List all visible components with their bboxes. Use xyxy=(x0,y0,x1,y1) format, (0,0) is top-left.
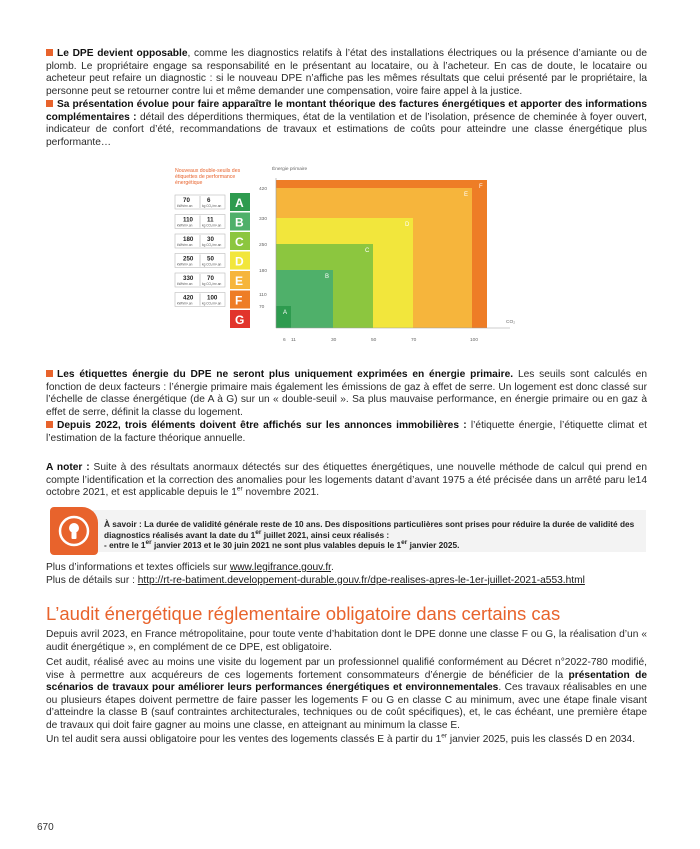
details-link[interactable]: http://rt-re-batiment.developpement-durable.gouv.fr/dpe-realises-apres-le-1er-juillet-2021-a553.html xyxy=(137,574,585,586)
co2-unit: kg CO₂/m².an xyxy=(202,301,222,306)
legend-title-line1: Nouveaux double-seuils des xyxy=(175,168,241,174)
links-paragraph: Plus d’informations et textes officiels sur www.legifrance.gouv.fr. Plus de détails sur : http://rt-re-batiment.developpement-durable.gouv.fr/dpe-realises-apres-le-1er-juillet-2021-a553.html xyxy=(46,562,585,586)
class-letter: A xyxy=(235,196,244,210)
co2-threshold: 50 xyxy=(207,255,214,263)
bullet-icon xyxy=(46,49,53,56)
co2-threshold: 100 xyxy=(207,294,218,302)
co2-threshold: 30 xyxy=(207,236,214,243)
energy-unit: kWh/m².an xyxy=(177,301,193,306)
co2-unit: kg CO₂/m².an xyxy=(202,204,222,208)
x-tick-label: 70 xyxy=(411,338,417,343)
energy-unit: kWh/m².an xyxy=(177,262,193,267)
class-letter: F xyxy=(235,293,243,308)
x-tick-label: 100 xyxy=(470,338,479,343)
section-title: L’audit énergétique réglementaire obligatoire dans certains cas xyxy=(46,603,561,624)
y-tick-label: 250 xyxy=(259,243,268,248)
legifrance-link[interactable]: www.legifrance.gouv.fr xyxy=(229,562,332,573)
paragraph-annonces: Depuis 2022, trois éléments doivent être affichés sur les annonces immobilières : l’étiquette énergie, l’étiquette climat et l’estimation de la facture théorique annuelle. xyxy=(46,420,647,444)
energy-threshold: 330 xyxy=(183,275,194,282)
area-label-c: C xyxy=(365,248,370,254)
y-tick-label: 330 xyxy=(259,217,268,222)
y-axis-label: Énergie primaire xyxy=(272,167,308,172)
legend-title-line3: énergétique xyxy=(175,180,203,186)
class-letter: C xyxy=(235,235,244,249)
area-label-a: A xyxy=(283,310,288,316)
energy-threshold: 110 xyxy=(183,216,193,224)
legend-title-line2: étiquettes de performance xyxy=(175,174,236,180)
paragraph-etiquettes: Les étiquettes énergie du DPE ne seront plus uniquement exprimées en énergie primaire. Les seuils sont calculés en fonction de deux facteurs : l’énergie primaire mais également les émissions de gaz à effet de serre. Un logement est donc classé sur l’échelle de classe énergétique (de A à G) sur un « double-seuil ». Sa plus mauvaise performance, en énergie primaire ou en gaz à effet de serre, définit la classe du logement. xyxy=(46,369,647,418)
x-tick-label: 11 xyxy=(291,338,296,343)
co2-unit: kg CO₂/m².an xyxy=(202,262,222,267)
energy-threshold: 180 xyxy=(183,236,194,243)
energy-unit: kWh/m².an xyxy=(177,282,193,286)
energy-unit: kWh/m².an xyxy=(177,243,193,247)
bullet-icon xyxy=(46,370,53,377)
co2-unit: kg CO₂/m².an xyxy=(202,223,222,228)
energy-unit: kWh/m².an xyxy=(177,223,193,228)
class-letter: D xyxy=(235,254,244,269)
area-label-g: G xyxy=(172,160,177,166)
area-label-e: E xyxy=(464,192,469,198)
energy-threshold: 250 xyxy=(183,255,194,263)
x-tick-label: 6 xyxy=(283,338,286,343)
energy-threshold: 70 xyxy=(183,197,190,204)
bullet-icon xyxy=(46,100,53,107)
co2-threshold: 6 xyxy=(207,197,211,204)
co2-unit: kg CO₂/m².an xyxy=(202,243,222,247)
area-label-b: B xyxy=(325,274,330,280)
x-tick-label: 50 xyxy=(371,338,377,343)
y-tick-label: 110 xyxy=(259,293,267,298)
energy-threshold: 420 xyxy=(183,294,194,302)
y-tick-label: 70 xyxy=(259,305,265,310)
paragraph-audit-detail: Cet audit, réalisé avec au moins une visite du logement par un professionnel qualifié conformément au Décret n°2022-780 modifié, vise à permettre aux acquéreurs de ces logements fortement consommateurs d’énergie de bénéficier de la présentation de scénarios de travaux pour améliorer leurs performances énergétiques et environnementales. Ces travaux réalisables en une ou plusieurs étapes doivent permettre de faire passer les logements F ou G en classe C au minimum, avec une étape finale visant d’atteindre la classe B (sauf contraintes architecturales, techniques ou de coût spécifiques), et, le cas échéant, une première étape de travaux qui doit faire gagner au moins une classe, en atteignant au minimum la classe E. xyxy=(46,657,647,731)
dpe-chart xyxy=(172,160,522,346)
x-tick-label: 30 xyxy=(331,338,337,343)
paragraph-note: A noter : Suite à des résultats anormaux détectés sur des étiquettes énergétiques, une nouvelle méthode de calcul qui prend en compte l’identification et la correction des anomalies pour les logements datant d’avant 1975 a été précisée dans un arrêté paru le14 octobre 2021, et est applicable depuis le 1er novembre 2021. xyxy=(46,462,647,499)
energy-unit: kWh/m².an xyxy=(177,204,193,208)
paragraph-presentation: Sa présentation évolue pour faire apparaître le montant théorique des factures énergétiques et apporter des informations complémentaires : détail des déperditions thermiques, état de la ventilation et de l’isolation, présence de cheminée à foyer ouvert, indicateur de confort d’été, recommandations de travaux et estimations de coûts pour atteindre une classe énergétique plus performante… xyxy=(46,99,648,148)
bullet-icon xyxy=(46,421,53,428)
co2-threshold: 70 xyxy=(207,275,214,282)
class-letter: G xyxy=(235,313,245,327)
savoir-text: À savoir : La durée de validité générale reste de 10 ans. Des dispositions particulières sont prises pour réduire la durée de validité des diagnostics réalisés avant la date du 1er juillet 2021, ainsi ceux réalisés : - entre le 1er janvier 2013 et le 30 juin 2021 ne sont plus valables depuis le 1er janvier 2025. xyxy=(104,519,635,550)
paragraph-dpe-opposable: Le DPE devient opposable, comme les diagnostics relatifs à l’état des installations électriques ou la présence d’amiante ou de plomb. Le propriétaire engage sa responsabilité en le présentant au locataire, ou à l’acheteur. En cas de doute, le locataire ou acheteur peut refaire un diagnostic : si le nouveau DPE n’affiche pas les mêmes résultats que celui présenté par le propriétaire, la personne peut se retourner contre lui et même demander une compensation, voire faire appel à la justice. xyxy=(46,48,647,97)
co2-unit: kg CO₂/m².an xyxy=(202,282,222,286)
paragraph-audit-intro: Depuis avril 2023, en France métropolitaine, pour toute vente d’habitation dont le DPE donne une classe F ou G, la réalisation d’un « audit énergétique », en complément de ce DPE, est obligatoire. xyxy=(46,629,647,653)
lightbulb-icon xyxy=(50,507,98,555)
x-axis-label: CO₂ xyxy=(506,320,516,325)
page-number: 670 xyxy=(37,822,54,833)
class-letter: E xyxy=(235,274,244,288)
area-label-d: D xyxy=(405,222,410,228)
co2-threshold: 11 xyxy=(207,216,214,224)
y-tick-label: 180 xyxy=(259,269,268,274)
paragraph-audit-2025: Un tel audit sera aussi obligatoire pour les ventes des logements classés E à partir du 1er janvier 2025, puis les classés D en 2034. xyxy=(46,732,636,745)
class-letter: B xyxy=(235,215,244,230)
area-label-f: F xyxy=(479,184,483,190)
y-tick-label: 420 xyxy=(259,187,268,192)
